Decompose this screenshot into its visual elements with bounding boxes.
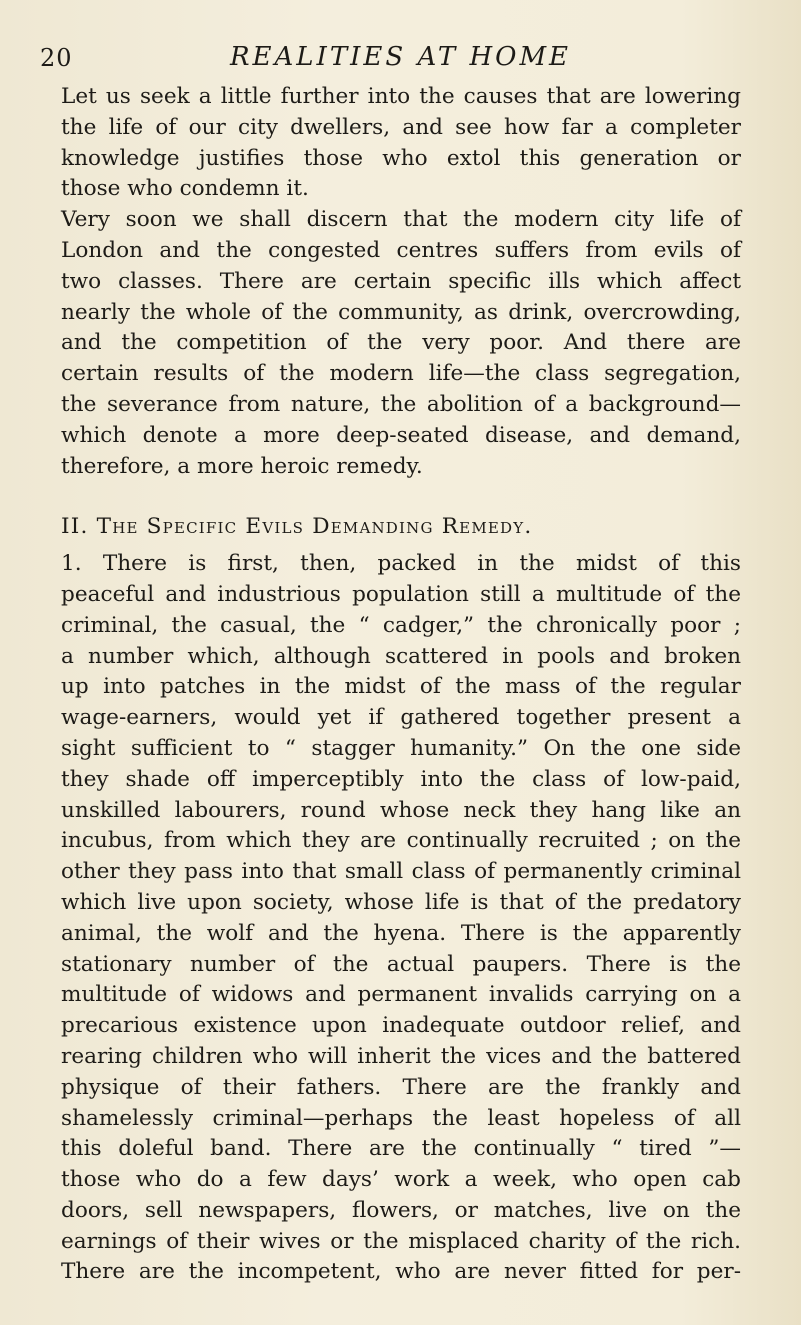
text-line: certain results of the modern life—the class segregation, (61, 361, 741, 387)
page-header (40, 40, 761, 80)
text-line: physique of their fathers. There are the frankly and (61, 1074, 741, 1100)
text-line: and the competition of the very poor. And there are (61, 330, 741, 356)
text-line: sight sufficient to “ stagger humanity.” On the one side (61, 735, 741, 761)
text-line: There are the incompetent, who are never fitted for per- (61, 1259, 741, 1285)
page-number: 20 (40, 44, 73, 72)
text-line: up into patches in the midst of the mass of the regular (61, 674, 741, 700)
text-line: Let us seek a little further into the causes that are lowering (61, 84, 741, 109)
text-line: doors, sell newspapers, flowers, or matches, live on the (61, 1197, 741, 1223)
section-heading: II. The Specific Evils Demanding Remedy. (61, 514, 533, 540)
text-line: other they pass into that small class of permanently criminal (61, 859, 741, 885)
text-line: 1. There is first, then, packed in the midst of this (61, 551, 741, 577)
text-line: two classes. There are certain specific ills which affect (61, 268, 741, 294)
text-line: which denote a more deep-seated disease, and demand, (61, 422, 741, 448)
text-line: criminal, the casual, the “ cadger,” the chronically poor ; (61, 612, 741, 638)
text-line: earnings of their wives or the misplaced charity of the rich. (61, 1228, 741, 1254)
text-line: those who do a few days’ work a week, who open cab (61, 1167, 741, 1193)
text-line: unskilled labourers, round whose neck they hang like an (61, 797, 741, 823)
text-line: shamelessly criminal—perhaps the least hopeless of all (61, 1105, 741, 1131)
text-line: rearing children who will inherit the vices and the battered (61, 1043, 741, 1069)
text-line: peaceful and industrious population still a multitude of the (61, 581, 741, 607)
text-line: those who condemn it. (61, 176, 309, 202)
text-line: incubus, from which they are continually recruited ; on the (61, 828, 741, 854)
paragraph-1 (61, 82, 741, 205)
body-text (61, 82, 741, 1288)
text-line: multitude of widows and permanent invalids carrying on a (61, 982, 741, 1008)
text-line: a number which, although scattered in pools and broken (61, 643, 741, 669)
paragraph-2 (61, 205, 741, 482)
text-line: this doleful band. There are the continually “ tired ”— (61, 1136, 741, 1162)
text-line: wage-earners, would yet if gathered together present a (61, 705, 741, 731)
text-line: London and the congested centres suffers from evils of (61, 237, 741, 263)
running-head: REALITIES AT HOME (229, 42, 572, 72)
text-line: the life of our city dwellers, and see how far a completer (61, 114, 741, 140)
text-line: Very soon we shall discern that the modern city life of (61, 207, 741, 233)
text-line: which live upon society, whose life is that of the predatory (61, 889, 741, 915)
text-line: the severance from nature, the abolition of a background— (61, 391, 741, 417)
text-line: therefore, a more heroic remedy. (61, 453, 423, 479)
text-line: they shade off imperceptibly into the class of low-paid, (61, 766, 741, 792)
paragraph-3 (61, 549, 741, 1288)
text-line: precarious existence upon inadequate outdoor relief, and (61, 1013, 741, 1039)
text-line: nearly the whole of the community, as drink, overcrowding, (61, 299, 741, 325)
text-line: animal, the wolf and the hyena. There is the apparently (61, 920, 741, 946)
text-line: stationary number of the actual paupers. There is the (61, 951, 741, 977)
text-line: knowledge justifies those who extol this generation or (61, 145, 741, 171)
